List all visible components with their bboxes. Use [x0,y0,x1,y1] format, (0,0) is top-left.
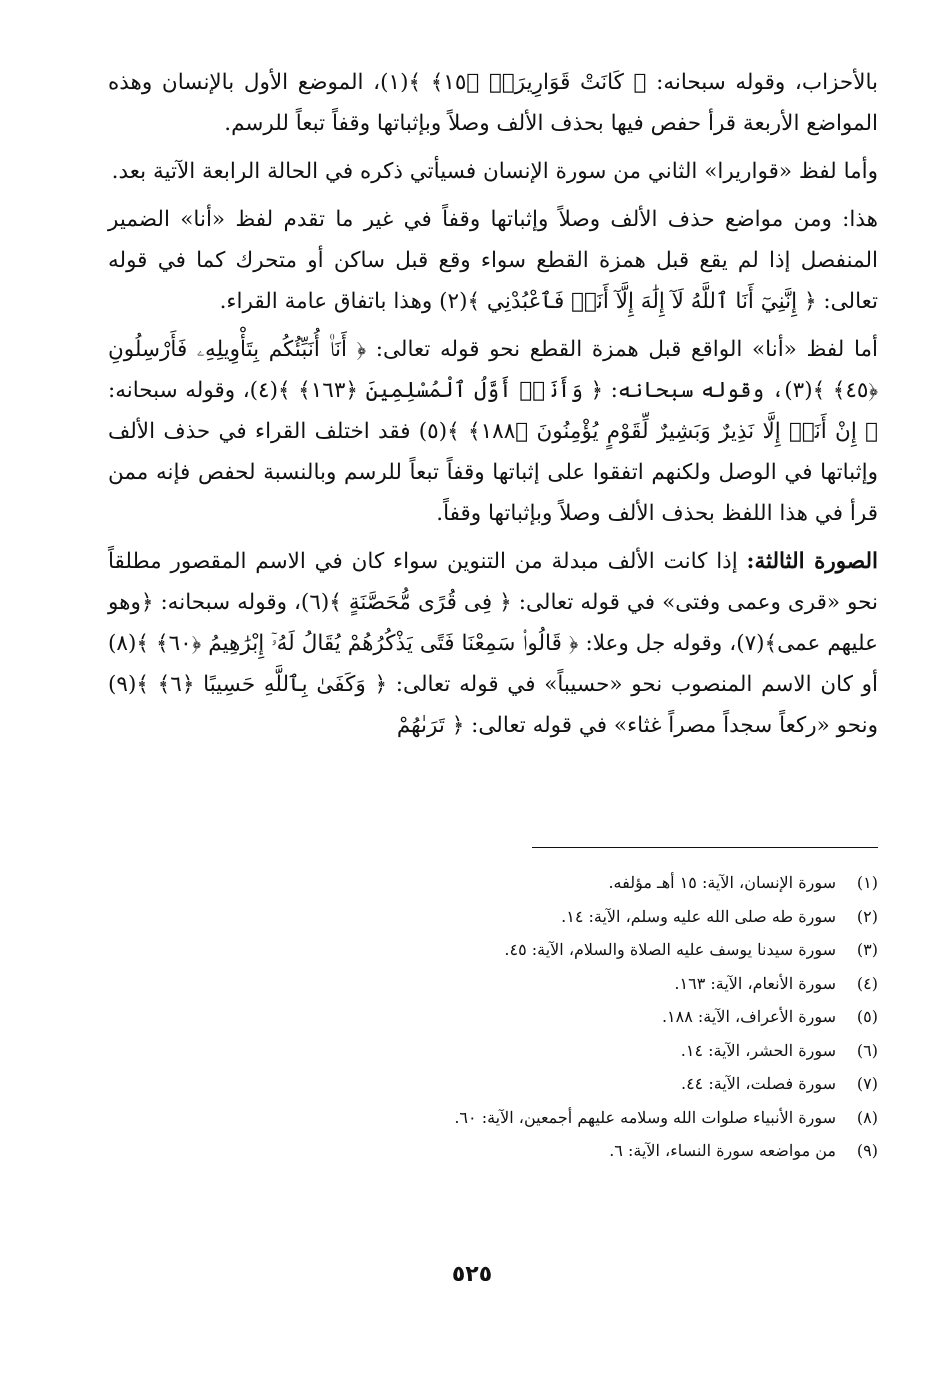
main-text [108,62,878,753]
page-number: ٥٢٥ [451,1262,493,1287]
footnote-text: سورة الأنعام، الآية: ١٦٣. [674,973,836,993]
footnotes [108,866,878,1168]
footnote-text: سورة طه صلى الله عليه وسلم، الآية: ١٤. [561,906,836,926]
paragraph-3: هذا: ومن مواضع حذف الألف وصلاً وإثباتها وقفاً في غير ما تقدم لفظ «أنا» الضمير المنفصل إذا لم يقع قبل همزة القطع سواء وقع قبل ساكن أو متحرك كما في قوله تعالى: ﴿ إِنَّنِيٓ أَنَا ٱللَّهُ لَآ إِلَٰهَ إِلَّآ أَنَا۠ فَٱعْبُدْنِي ﴾(٢) وهذا باتفاق عامة القراء. [108,207,878,314]
footnote-number: (٨) [856,1107,878,1127]
footnote-text: سورة الإنسان، الآية: ١٥ أهـ مؤلفه. [608,873,836,892]
footnote-item [108,1067,878,1101]
footnote-text: سورة فصلت، الآية: ٤٤. [680,1074,836,1093]
footnote-text: سورة سيدنا يوسف عليه الصلاة والسلام، الآية: ٤٥. [504,940,836,959]
footnote-separator [532,847,878,848]
footnote-item [108,866,878,900]
footnote-text: سورة الأعراف، الآية: ١٨٨. [661,1007,836,1026]
footnote-number: (٣) [856,940,878,959]
footnote-item [108,1034,878,1068]
paragraph-2: وأما لفظ «قواريرا» الثاني من سورة الإنسان فسيأتي ذكره في الحالة الرابعة الآتية بعد. [111,159,878,184]
paragraph-5 [108,541,878,746]
footnote-item [108,1000,878,1034]
section-text: إذا كانت الألف مبدلة من التنوين سواء كان في الاسم المقصور مطلقاً نحو «قرى وعمى وفتى» في قوله تعالى: ﴿ فِى قُرًى مُّحَصَّنَةٍ ﴾(٦)، وقوله سبحانه: ﴿وهو عليهم عمى﴾(٧)، وقوله جل وعلا: ﴿ قَالُوا۟ سَمِعْنَا فَتًى يَذْكُرُهُمْ يُقَالُ لَهُۥٓ إِبْرَٰهِيمُ ﴿٦٠﴾ ﴾(٨) أو كان الاسم المنصوب نحو «حسيباً» في قوله تعالى: ﴿ وَكَفَىٰ بِٱللَّهِ حَسِيبًا ﴿٦﴾ ﴾(٩) ونحو «ركعاً سجداً مصراً غثاء» في قوله تعالى: ﴿ تَرَىٰهُمْ [108,549,878,738]
footnote-number: (١) [856,873,878,892]
footnote-number: (٦) [856,1040,878,1060]
footnote-item [108,967,878,1001]
footnote-text: سورة الأنبياء صلوات الله وسلامه عليهم أجمعين، الآية: ٦٠. [454,1107,836,1127]
footnote-number: (٩) [856,1141,878,1160]
footnote-number: (٥) [856,1007,878,1026]
footnote-number: (٢) [856,906,878,926]
footnote-number: (٤) [856,973,878,993]
footnote-item [108,1134,878,1168]
paragraph-4: أما لفظ «أنا» الواقع قبل همزة القطع نحو قوله تعالى: ﴿ أَنَا۠ أُنَبِّئُكُم بِتَأْوِيلِهِۦ فَأَرْسِلُونِ ﴿٤٥﴾ ﴾(٣)، وقوله سبحانه: ﴿ وَأَنَا۠ أَوَّلُ ٱلْمُسْلِمِينَ ﴿١٦٣﴾ ﴾(٤)، وقوله سبحانه: ﴿ إِنْ أَنَا۠ إِلَّا نَذِيرٌ وَبَشِيرٌ لِّقَوْمٍ يُؤْمِنُونَ ﴿١٨٨﴾ ﴾(٥) فقد اختلف القراء في حذف الألف وإثباتها في الوصل ولكنهم اتفقوا على إثباتها وقفاً تبعاً للرسم وبالنسبة لحفص فإنه ممن قرأ في هذا اللفظ بحذف الألف وصلاً وبإثباتها وقفاً. [108,337,879,526]
footnote-text: من مواضعه سورة النساء، الآية: ٦. [609,1141,836,1160]
footnote-item [108,1101,878,1135]
section-heading: الصورة الثالثة: [746,549,878,574]
paragraph-1: بالأحزاب، وقوله سبحانه: ﴿ كَانَتْ قَوَارِيرَا۠ ﴿١٥﴾ ﴾(١)، الموضع الأول بالإنسان وهذه المواضع الأربعة قرأ حفص فيها بحذف الألف وصلاً وبإثباتها وقفاً تبعاً للرسم. [108,70,879,136]
footnote-item [108,933,878,967]
footnote-number: (٧) [856,1074,878,1093]
footnote-item [108,900,878,934]
footnote-text: سورة الحشر، الآية: ١٤. [680,1040,836,1060]
